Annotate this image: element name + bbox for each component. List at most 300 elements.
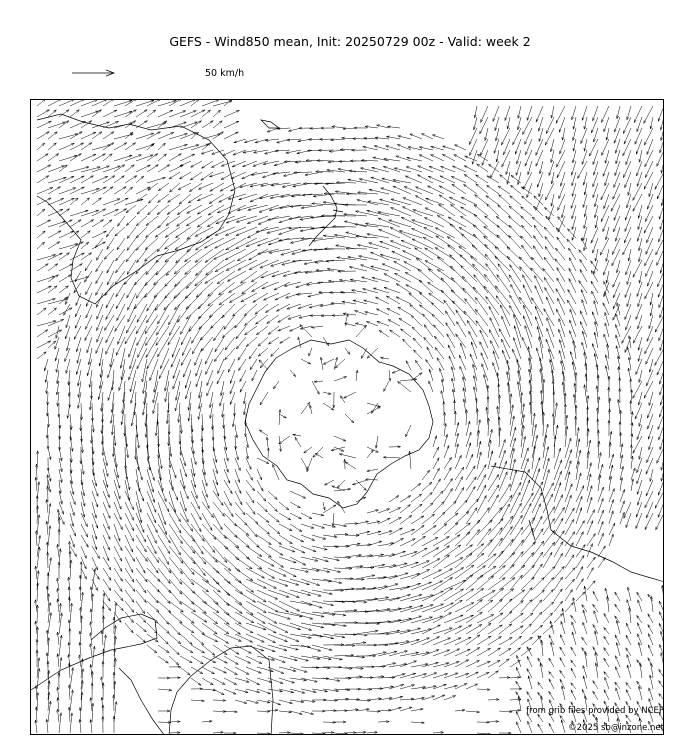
wind-arrow: [659, 612, 664, 623]
wind-arrow: [539, 161, 543, 174]
wind-arrow: [301, 667, 319, 669]
wind-arrow: [583, 227, 587, 241]
wind-arrow: [213, 121, 222, 128]
wind-arrow: [277, 128, 290, 130]
wind-arrow: [646, 370, 653, 386]
wind-arrow: [169, 315, 180, 336]
wind-arrow: [246, 546, 262, 557]
wind-arrow: [180, 513, 193, 531]
wind-arrow: [356, 370, 358, 381]
wind-arrow: [145, 249, 159, 261]
wind-arrow: [626, 635, 631, 645]
wind-arrow: [224, 100, 232, 106]
wind-arrow: [191, 579, 209, 592]
wind-arrow: [323, 601, 345, 603]
wind-arrow: [180, 133, 196, 139]
wind-arrow: [37, 188, 53, 195]
wind-arrow: [59, 635, 62, 656]
wind-arrow: [466, 711, 480, 713]
wind-arrow: [136, 623, 146, 632]
wind-arrow: [545, 183, 554, 200]
wind-arrow: [639, 447, 642, 459]
wind-arrow: [570, 320, 577, 337]
wind-arrow: [585, 363, 587, 381]
wind-arrow: [367, 710, 380, 712]
wind-arrow: [136, 133, 154, 139]
wind-arrow: [202, 720, 212, 722]
wind-arrow: [113, 716, 115, 733]
wind-arrow: [615, 604, 620, 612]
wind-arrow: [79, 719, 81, 733]
wind-arrow: [455, 615, 474, 623]
wind-arrow: [455, 684, 467, 690]
wind-arrow: [499, 329, 510, 348]
wind-arrow: [412, 239, 433, 249]
wind-arrow: [37, 583, 39, 601]
wind-arrow: [411, 617, 433, 623]
wind-arrow: [81, 188, 99, 194]
wind-arrow: [636, 139, 642, 154]
wind-arrow: [593, 238, 599, 253]
wind-arrow: [180, 634, 192, 645]
wind-arrow: [549, 359, 554, 381]
wind-arrow: [125, 513, 134, 531]
wind-arrow: [213, 710, 226, 712]
wind-arrow: [510, 676, 520, 678]
wind-arrow: [661, 458, 664, 470]
wind-arrow: [410, 134, 422, 139]
wind-arrow: [158, 535, 170, 554]
wind-arrow: [574, 383, 576, 403]
wind-arrow: [37, 110, 49, 117]
wind-arrow: [345, 543, 360, 546]
wind-arrow: [591, 281, 598, 293]
wind-arrow: [136, 110, 147, 117]
wind-arrow: [225, 337, 235, 350]
wind-arrow: [224, 524, 237, 538]
wind-arrow: [323, 337, 329, 346]
wind-arrow: [169, 732, 180, 734]
wind-arrow: [158, 546, 169, 565]
wind-arrow: [626, 260, 631, 275]
wind-arrow: [235, 546, 250, 559]
wind-arrow: [114, 187, 126, 194]
wind-arrow: [122, 381, 125, 403]
wind-arrow: [37, 143, 45, 150]
wind-arrow: [661, 585, 664, 601]
wind-arrow: [488, 699, 499, 701]
wind-arrow: [567, 300, 576, 315]
wind-arrow: [350, 160, 367, 162]
wind-arrow: [658, 502, 664, 517]
wind-arrow: [235, 535, 249, 547]
wind-arrow: [394, 168, 411, 172]
wind-arrow: [406, 425, 412, 437]
wind-arrow: [308, 293, 323, 297]
wind-arrow: [260, 260, 279, 268]
wind-arrow: [239, 359, 247, 371]
wind-arrow: [101, 631, 103, 645]
wind-arrow: [59, 121, 69, 128]
wind-arrow: [312, 238, 334, 242]
wind-arrow: [422, 570, 441, 579]
wind-arrow: [36, 627, 38, 645]
wind-arrow: [257, 623, 276, 633]
wind-arrow: [365, 223, 389, 227]
wind-arrow: [92, 110, 102, 117]
wind-arrow: [129, 337, 136, 357]
wind-arrow: [233, 403, 235, 416]
wind-arrow: [559, 319, 565, 337]
wind-arrow: [225, 348, 235, 360]
wind-arrow: [246, 447, 249, 459]
wind-arrow: [390, 241, 411, 249]
wind-arrow: [477, 636, 491, 645]
wind-arrow: [659, 601, 664, 612]
wind-arrow: [307, 458, 312, 472]
wind-arrow: [89, 370, 92, 388]
wind-arrow: [37, 220, 51, 227]
wind-arrow: [546, 216, 554, 227]
wind-arrow: [565, 472, 570, 491]
wind-arrow: [279, 656, 297, 661]
wind-arrow: [246, 480, 255, 491]
wind-arrow: [644, 106, 653, 123]
legend-arrow-icon: [72, 66, 116, 80]
wind-arrow: [196, 359, 202, 376]
wind-arrow: [598, 546, 605, 557]
wind-arrow: [356, 598, 378, 601]
wind-arrow: [571, 647, 576, 656]
wind-arrow: [565, 602, 574, 612]
wind-arrow: [146, 260, 158, 275]
wind-arrow: [422, 637, 440, 645]
wind-arrow: [444, 467, 451, 480]
wind-arrow: [37, 308, 46, 315]
wind-arrow: [575, 416, 577, 436]
wind-arrow: [378, 651, 397, 656]
wind-arrow: [290, 667, 307, 672]
wind-arrow: [424, 227, 444, 238]
wind-arrow: [489, 330, 499, 349]
wind-arrow: [411, 708, 423, 711]
wind-arrow: [158, 165, 170, 172]
wind-arrow: [571, 683, 576, 689]
wind-arrow: [158, 689, 172, 691]
wind-arrow: [195, 249, 213, 262]
wind-arrow: [37, 176, 49, 183]
wind-arrow: [105, 282, 114, 296]
wind-arrow: [339, 160, 356, 162]
wind-arrow: [565, 579, 575, 590]
wind-arrow: [626, 690, 631, 701]
wind-arrow: [195, 227, 213, 236]
wind-arrow: [415, 360, 422, 370]
wind-arrow: [660, 631, 664, 645]
wind-arrow: [434, 336, 444, 348]
wind-arrow: [431, 146, 444, 150]
wind-arrow: [562, 608, 565, 623]
wind-arrow: [584, 352, 587, 370]
wind-arrow: [114, 701, 117, 722]
wind-arrow: [361, 159, 378, 161]
wind-arrow: [367, 665, 385, 667]
wind-arrow: [593, 591, 598, 601]
wind-arrow: [576, 461, 580, 480]
wind-arrow: [169, 513, 181, 533]
wind-arrow: [257, 513, 269, 523]
wind-arrow: [444, 696, 456, 700]
wind-arrow: [334, 436, 346, 441]
wind-arrow: [113, 617, 115, 634]
wind-arrow: [499, 648, 511, 656]
wind-arrow: [510, 648, 521, 656]
wind-arrow: [46, 381, 48, 394]
wind-arrow: [330, 291, 346, 293]
wind-arrow: [609, 511, 613, 524]
wind-arrow: [257, 667, 273, 672]
wind-arrow: [268, 612, 290, 619]
wind-arrow: [565, 555, 574, 568]
wind-arrow: [593, 647, 598, 656]
wind-arrow: [573, 117, 576, 129]
wind-arrow: [125, 187, 133, 194]
wind-arrow: [477, 661, 490, 667]
wind-arrow: [116, 282, 125, 297]
wind-arrow: [375, 297, 389, 304]
wind-arrow: [628, 249, 631, 261]
wind-arrow: [268, 326, 279, 335]
wind-arrow: [114, 209, 127, 216]
wind-arrow: [543, 589, 554, 601]
wind-arrow: [147, 458, 155, 481]
wind-arrow: [424, 218, 444, 228]
wind-arrow: [637, 660, 642, 667]
wind-arrow: [191, 513, 201, 532]
wind-arrow: [422, 482, 432, 491]
wind-arrow: [477, 475, 486, 491]
wind-arrow: [433, 447, 439, 458]
wind-arrow: [404, 187, 422, 194]
wind-arrow: [59, 549, 61, 568]
wind-arrow: [616, 314, 620, 326]
wind-arrow: [191, 645, 205, 653]
wind-arrow: [175, 392, 180, 411]
wind-arrow: [226, 216, 246, 223]
wind-arrow: [486, 196, 499, 205]
wind-arrow: [441, 379, 444, 392]
wind-arrow: [398, 307, 411, 315]
wind-arrow: [659, 681, 664, 690]
wind-arrow: [334, 578, 353, 580]
wind-arrow: [81, 568, 87, 579]
wind-arrow: [147, 645, 157, 653]
wind-arrow: [135, 436, 137, 459]
wind-arrow: [389, 573, 408, 579]
wind-arrow: [96, 260, 103, 272]
wind-arrow: [571, 161, 576, 175]
wind-arrow: [334, 721, 346, 723]
wind-arrow: [257, 568, 275, 578]
wind-arrow: [495, 117, 499, 131]
wind-arrow: [136, 601, 145, 614]
wind-arrow: [605, 150, 609, 163]
wind-arrow: [290, 645, 310, 648]
wind-arrow: [496, 150, 499, 162]
wind-arrow: [486, 296, 499, 315]
wind-arrow: [238, 260, 257, 270]
wind-arrow: [648, 645, 653, 656]
wind-arrow: [603, 216, 609, 232]
wind-arrow: [118, 326, 125, 344]
wind-arrow: [339, 454, 356, 459]
wind-arrow: [182, 337, 191, 356]
wind-arrow: [499, 439, 505, 458]
wind-arrow: [345, 204, 367, 206]
wind-arrow: [112, 436, 114, 457]
wind-arrow: [235, 634, 253, 642]
wind-arrow: [499, 732, 511, 734]
wind-arrow: [572, 362, 576, 381]
wind-arrow: [169, 524, 183, 544]
wind-arrow: [594, 194, 598, 207]
wind-arrow: [147, 293, 158, 311]
wind-arrow: [480, 342, 488, 359]
wind-arrow: [57, 632, 59, 645]
wind-arrow: [108, 381, 114, 401]
wind-arrow: [514, 326, 521, 348]
wind-arrow: [378, 543, 394, 547]
wind-arrow: [583, 676, 587, 689]
wind-arrow: [136, 491, 141, 512]
wind-arrow: [224, 546, 239, 560]
wind-arrow: [419, 280, 433, 293]
wind-arrow: [180, 154, 195, 161]
wind-arrow: [507, 247, 521, 260]
wind-arrow: [367, 450, 374, 458]
wind-arrow: [332, 314, 345, 316]
wind-arrow: [190, 172, 202, 180]
wind-arrow: [75, 315, 81, 328]
wind-arrow: [68, 654, 70, 667]
wind-arrow: [136, 425, 140, 448]
wind-arrow: [92, 458, 95, 476]
wind-arrow: [484, 286, 499, 304]
wind-arrow: [564, 404, 566, 425]
wind-arrow: [659, 425, 664, 440]
wind-arrow: [573, 139, 576, 151]
wind-arrow: [92, 513, 98, 528]
legend-label: 50 km/h: [205, 68, 245, 79]
wind-arrow: [464, 184, 478, 194]
wind-arrow: [356, 731, 366, 733]
wind-arrow: [554, 553, 563, 568]
wind-arrow: [185, 381, 191, 399]
wind-arrow: [317, 160, 334, 162]
wind-arrow: [158, 645, 169, 653]
wind-arrow: [659, 669, 664, 678]
wind-arrow: [312, 623, 335, 626]
wind-arrow: [433, 502, 444, 513]
wind-arrow: [411, 516, 424, 524]
wind-arrow: [444, 638, 461, 645]
wind-arrow: [68, 663, 70, 678]
wind-arrow: [251, 271, 268, 282]
wind-arrow: [367, 403, 381, 407]
wind-arrow: [639, 150, 642, 162]
wind-arrow: [332, 126, 345, 128]
wind-arrow: [591, 261, 598, 271]
wind-arrow: [425, 208, 444, 216]
wind-arrow: [657, 249, 664, 265]
wind-arrow: [584, 216, 587, 229]
wind-arrow: [156, 315, 169, 335]
wind-arrow: [154, 370, 159, 393]
wind-arrow: [323, 535, 337, 538]
wind-arrow: [69, 628, 71, 645]
wind-arrow: [345, 462, 356, 469]
wind-arrow: [433, 436, 437, 447]
wind-arrow: [646, 458, 653, 474]
wind-arrow: [145, 326, 158, 346]
wind-arrow: [432, 314, 444, 326]
wind-arrow: [413, 338, 422, 348]
wind-arrow: [444, 568, 464, 579]
wind-arrow: [164, 293, 180, 310]
wind-arrow: [48, 275, 59, 282]
wind-arrow: [425, 261, 444, 272]
wind-arrow: [596, 364, 598, 381]
wind-arrow: [477, 554, 496, 568]
wind-arrow: [267, 227, 290, 233]
wind-arrow: [469, 128, 477, 145]
wind-arrow: [365, 126, 378, 128]
wind-arrow: [168, 414, 170, 435]
wind-arrow: [378, 509, 390, 513]
wind-arrow: [554, 460, 562, 480]
wind-arrow: [323, 568, 341, 573]
wind-arrow: [323, 579, 342, 584]
wind-arrow: [271, 348, 279, 356]
wind-arrow: [37, 482, 40, 502]
wind-arrow: [648, 634, 653, 645]
wind-arrow: [45, 370, 48, 382]
credit-source: from grib files provided by NCEP: [526, 706, 664, 716]
wind-arrow: [268, 238, 290, 245]
wind-arrow: [433, 325, 444, 337]
wind-arrow: [235, 568, 253, 581]
wind-arrow: [638, 205, 642, 218]
wind-arrow: [629, 607, 632, 623]
wind-arrow: [528, 161, 532, 175]
wind-arrow: [267, 448, 269, 458]
wind-arrow: [189, 183, 202, 192]
wind-arrow: [403, 251, 423, 260]
wind-arrow: [582, 637, 587, 645]
wind-arrow: [498, 264, 510, 282]
wind-arrow: [544, 227, 554, 238]
wind-arrow: [331, 139, 346, 141]
wind-arrow: [639, 370, 642, 383]
wind-arrow: [466, 530, 480, 547]
wind-arrow: [431, 303, 444, 316]
wind-arrow: [107, 260, 114, 273]
wind-arrow: [240, 183, 258, 188]
wind-arrow: [380, 241, 400, 249]
wind-arrow: [301, 513, 312, 519]
wind-arrow: [645, 249, 654, 266]
wind-arrow: [127, 227, 136, 239]
